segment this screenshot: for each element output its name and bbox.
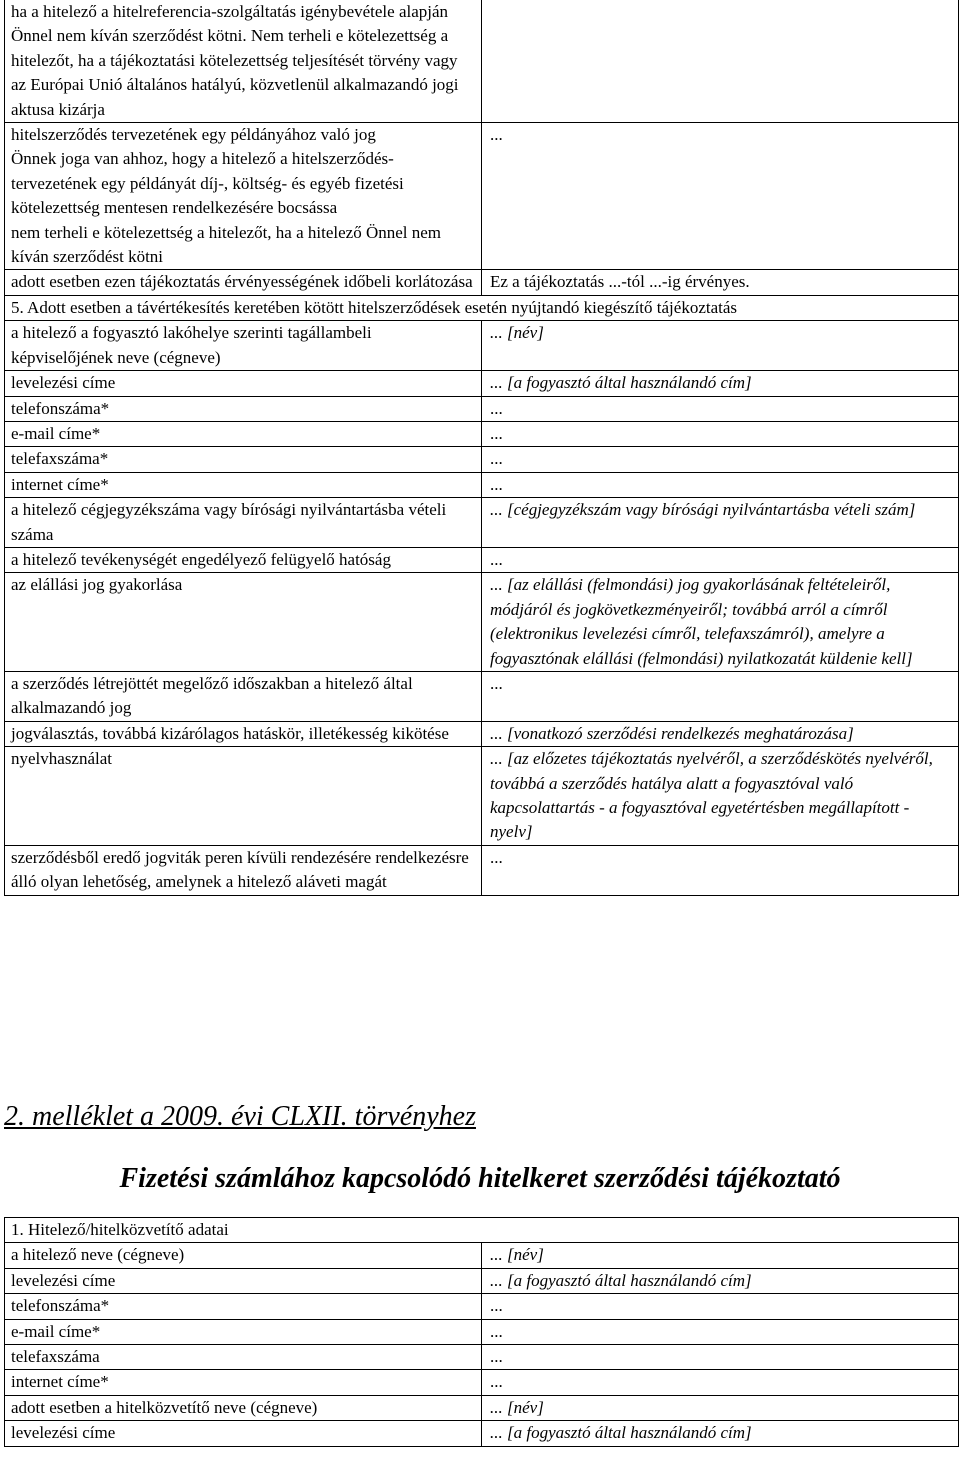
table-row bbox=[5, 547, 959, 572]
row-value: ... bbox=[482, 671, 959, 721]
table-row bbox=[5, 1370, 959, 1395]
table-row bbox=[5, 747, 959, 846]
table-row bbox=[5, 845, 959, 895]
table-row bbox=[5, 498, 959, 548]
row-label: a hitelező neve (cégneve) bbox=[5, 1243, 482, 1268]
row-value: ... [a fogyasztó által használandó cím] bbox=[482, 1421, 959, 1446]
creditor-data-table bbox=[4, 1217, 959, 1447]
row-value: Ez a tájékoztatás ...-tól ...-ig érvényes. bbox=[482, 270, 959, 295]
table-row bbox=[5, 671, 959, 721]
row-value: ... bbox=[482, 396, 959, 421]
row-value: ... bbox=[482, 1319, 959, 1344]
table-row bbox=[5, 1268, 959, 1293]
document-title: Fizetési számlához kapcsolódó hitelkeret szerződési tájékoztató bbox=[119, 1163, 841, 1194]
row-value: ... [név] bbox=[482, 1243, 959, 1268]
row-label: levelezési címe bbox=[5, 1421, 482, 1446]
table-row bbox=[5, 396, 959, 421]
row-value: ... bbox=[482, 1294, 959, 1319]
table-row bbox=[5, 721, 959, 746]
table-row bbox=[5, 1345, 959, 1370]
row-value: ... bbox=[482, 845, 959, 895]
row-label: a hitelező cégjegyzékszáma vagy bírósági nyilvántartásba vételi száma bbox=[5, 498, 482, 548]
table-row bbox=[5, 573, 959, 672]
row-label: adott esetben a hitelközvetítő neve (cégneve) bbox=[5, 1395, 482, 1420]
row-label: az elállási jog gyakorlása bbox=[5, 573, 482, 672]
annex-heading: 2. melléklet a 2009. évi CLXII. törvényhez bbox=[4, 1101, 476, 1132]
row-label: jogválasztás, továbbá kizárólagos hatáskör, illetékesség kikötése bbox=[5, 721, 482, 746]
row-value: ... [az előzetes tájékoztatás nyelvéről, a szerződéskötés nyelvéről, továbbá a szerződés hatálya alatt a fogyasztóval való kapcsolattartás - a fogyasztóval egyetértésben megállapított - nyelv] bbox=[482, 747, 959, 846]
row-label: telefaxszáma bbox=[5, 1345, 482, 1370]
row-label: a hitelező a fogyasztó lakóhelye szerinti tagállambeli képviselőjének neve (cégneve) bbox=[5, 321, 482, 371]
table-row bbox=[5, 321, 959, 371]
row-label: internet címe* bbox=[5, 472, 482, 497]
row-value: ... [az elállási (felmondási) jog gyakorlásának feltételeiről, módjáról és jogkövetkezményeiről; továbbá arról a címről (elektronikus levelezési címről, telefaxszámról), amelyre a fogyasztónak elállási (felmondási) nyilatkozatát küldenie kell] bbox=[482, 573, 959, 672]
row-value: ... bbox=[482, 1370, 959, 1395]
row-label: internet címe* bbox=[5, 1370, 482, 1395]
table-row bbox=[5, 123, 959, 270]
row-label: levelezési címe bbox=[5, 1268, 482, 1293]
row-label: nyelvhasználat bbox=[5, 747, 482, 846]
section-5-heading: 5. Adott esetben a távértékesítés keretében kötött hitelszerződések esetén nyújtandó kiegészítő tájékoztatás bbox=[5, 295, 959, 320]
row-value: ... bbox=[482, 472, 959, 497]
row-label: levelezési címe bbox=[5, 371, 482, 396]
table-row bbox=[5, 371, 959, 396]
table-row bbox=[5, 447, 959, 472]
row-label: e-mail címe* bbox=[5, 1319, 482, 1344]
row-value: ... [a fogyasztó által használandó cím] bbox=[482, 1268, 959, 1293]
row-value: ... bbox=[482, 447, 959, 472]
table-row bbox=[5, 1243, 959, 1268]
row-value: ... [a fogyasztó által használandó cím] bbox=[482, 371, 959, 396]
table-row bbox=[5, 1294, 959, 1319]
row-label: telefonszáma* bbox=[5, 1294, 482, 1319]
row-label: a szerződés létrejöttét megelőző időszakban a hitelező által alkalmazandó jog bbox=[5, 671, 482, 721]
row-value: ... [vonatkozó szerződési rendelkezés meghatározása] bbox=[482, 721, 959, 746]
row-label: szerződésből eredő jogviták peren kívüli rendezésére rendelkezésre álló olyan lehetőség, amelynek a hitelező aláveti magát bbox=[5, 845, 482, 895]
row-label: telefaxszáma* bbox=[5, 447, 482, 472]
row-value bbox=[482, 0, 959, 123]
row-label: adott esetben ezen tájékoztatás érvényességének időbeli korlátozása bbox=[5, 270, 482, 295]
row-value: ... bbox=[482, 1345, 959, 1370]
row-value: ... [cégjegyzékszám vagy bírósági nyilvántartásba vételi szám] bbox=[482, 498, 959, 548]
credit-info-table-part bbox=[4, 0, 959, 896]
table-row bbox=[5, 472, 959, 497]
row-value: ... bbox=[482, 421, 959, 446]
table-row bbox=[5, 421, 959, 446]
row-value: ... [név] bbox=[482, 1395, 959, 1420]
row-label: e-mail címe* bbox=[5, 421, 482, 446]
row-label: a hitelező tevékenységét engedélyező felügyelő hatóság bbox=[5, 547, 482, 572]
section-1-heading: 1. Hitelező/hitelközvetítő adatai bbox=[5, 1218, 959, 1243]
row-value: ... bbox=[482, 547, 959, 572]
row-value: ... bbox=[482, 123, 959, 270]
row-label: hitelszerződés tervezetének egy példányához való jog Önnek joga van ahhoz, hogy a hitelező a hitelszerződés-tervezetének egy példányát díj-, költség- és egyéb fizetési kötelezettség mentesen rendelkezésére bocsássa nem terheli e kötelezettség a hitelezőt, ha a hitelező Önnel nem kíván szerződést kötni bbox=[5, 123, 482, 270]
table-row bbox=[5, 1395, 959, 1420]
row-label: ha a hitelező a hitelreferencia-szolgáltatás igénybevétele alapján Önnel nem kíván szerződést kötni. Nem terheli e kötelezettség a hitelezőt, ha a tájékoztatási kötelezettség teljesítését törvény vagy az Európai Unió általános hatályú, közvetlenül alkalmazandó jogi aktusa kizárja bbox=[5, 0, 482, 123]
table-row bbox=[5, 1421, 959, 1446]
table-row bbox=[5, 0, 959, 123]
row-label: telefonszáma* bbox=[5, 396, 482, 421]
row-value: ... [név] bbox=[482, 321, 959, 371]
table-row bbox=[5, 1319, 959, 1344]
section-heading-row bbox=[5, 1218, 959, 1243]
section-heading-row bbox=[5, 295, 959, 320]
table-row bbox=[5, 270, 959, 295]
